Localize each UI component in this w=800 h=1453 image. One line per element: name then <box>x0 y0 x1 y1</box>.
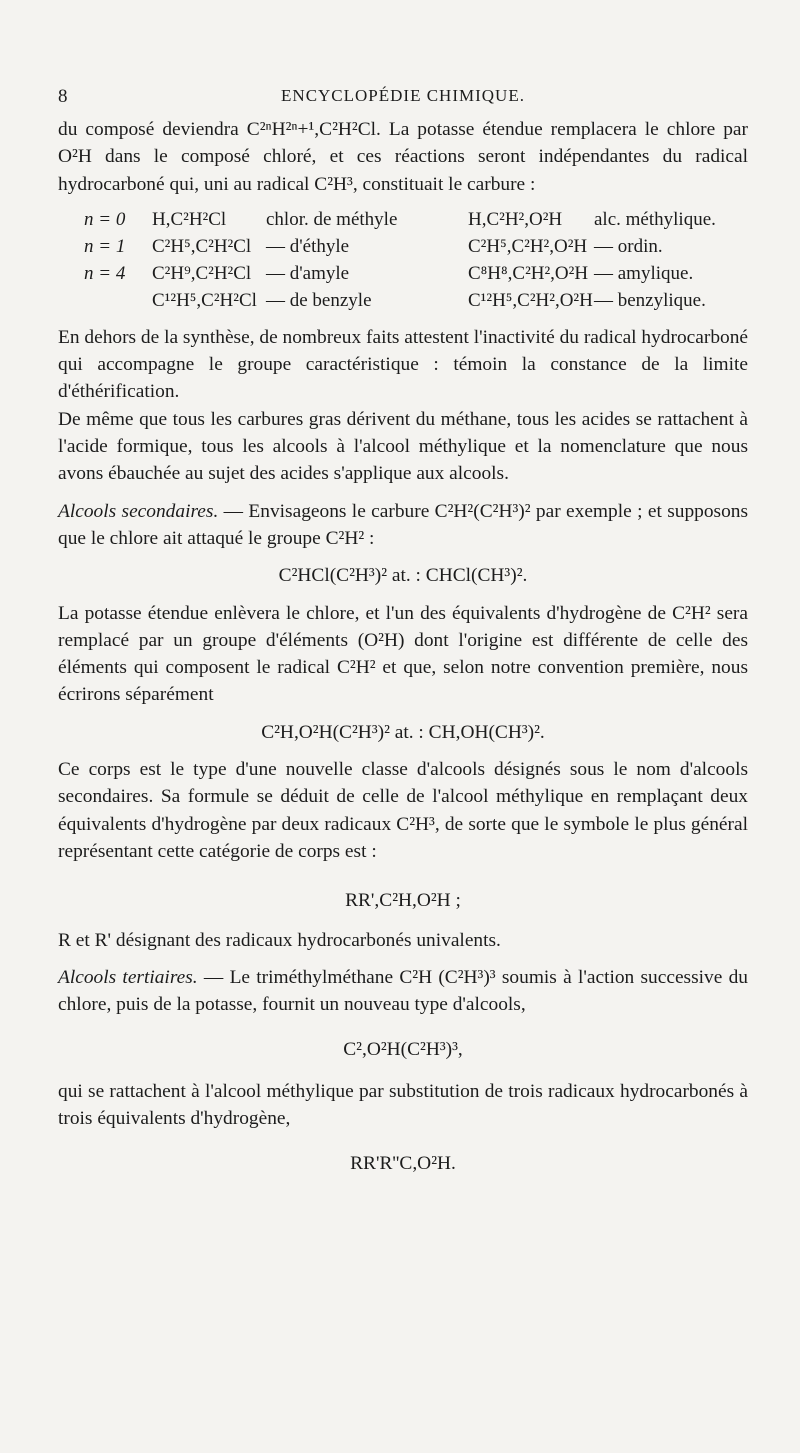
chloride-formula: C¹²H⁵,C²H²Cl <box>152 289 257 311</box>
chloride-name: chlor. de méthyle <box>266 208 398 230</box>
formula: RR'R''C,O²H. <box>350 1153 456 1175</box>
paragraph: R et R' désignant des radicaux hydrocarbonés univalents. <box>58 929 501 951</box>
formula: C²H,O²H(C²H³)² at. : CH,OH(CH³)². <box>261 721 545 743</box>
paragraph: La potasse étendue enlèvera le chlore, et l'un des équivalents d'hydrogène de C²H² sera remplacé par un groupe d'éléments (O²H) dont l'origine est différente de celle des éléments qui composent le radical C²H² et que, selon notre convention première, nous écrirons séparément <box>58 602 748 706</box>
formula: C²HCl(C²H³)² at. : CHCl(CH³)². <box>278 565 528 587</box>
formula: C²,O²H(C²H³)³, <box>343 1039 463 1061</box>
chloride-name: — d'éthyle <box>266 235 350 257</box>
chloride-formula: H,C²H²Cl <box>152 208 227 230</box>
section-title: Alcools secondaires. <box>58 500 219 522</box>
paragraph-text: — Le triméthylméthane C²H (C²H³)³ soumis à l'action successive du chlore, puis de la potasse, fournit un nouveau type d'alcools, <box>58 966 748 1016</box>
section-title: Alcools tertiaires. <box>58 966 198 988</box>
paragraph: En dehors de la synthèse, de nombreux faits attestent l'inactivité du radical hydrocarboné qui accompagne le groupe caractéristique : témoin la constance de la limite d'éthérification. <box>58 326 749 403</box>
alcohol-name: alc. méthylique. <box>594 208 716 230</box>
alcohol-formula: C¹²H⁵,C²H²,O²H <box>468 289 593 311</box>
page-body <box>58 116 748 1178</box>
alcohol-formula: H,C²H²,O²H <box>468 208 563 230</box>
alcohol-name: — ordin. <box>594 235 663 257</box>
formula: RR',C²H,O²H ; <box>345 890 461 912</box>
alcohol-name: — amylique. <box>594 262 694 284</box>
n-value: n = 4 <box>84 262 126 284</box>
spacer <box>58 488 748 498</box>
reaction-row <box>58 206 748 233</box>
paragraph-text: — Envisageons le carbure C²H²(C²H³)² par exemple ; et supposons que le chlore ait attaqué le groupe C²H² : <box>58 500 749 549</box>
chloride-formula: C²H⁵,C²H²Cl <box>152 235 252 257</box>
paragraph: Ce corps est le type d'une nouvelle classe d'alcools désignés sous le nom d'alcools secondaires. Sa formule se déduit de celle de l'alcool méthylique en remplaçant deux équivalents d'hydrogène par deux radicaux C²H³, de sorte que le symbole le plus général représentant cette catégorie de corps est : <box>58 759 748 862</box>
n-value: n = 0 <box>84 208 126 230</box>
chloride-formula: C²H⁹,C²H²Cl <box>152 262 252 284</box>
paragraph: du composé deviendra C²ⁿH²ⁿ+¹,C²H²Cl. La potasse étendue remplacera le chlore par O²H dans le composé chloré, et ces réactions seront indépendantes du radical hydrocarboné qui, uni au radical C²H³, constituait le carbure : <box>58 119 748 195</box>
page-header <box>58 86 748 110</box>
page-number: 8 <box>58 86 68 107</box>
reaction-row <box>58 233 748 260</box>
reaction-row <box>58 287 748 314</box>
paragraph: qui se rattachent à l'alcool méthylique par substitution de trois radicaux hydrocarbonés à trois équivalents d'hydrogène, <box>58 1080 748 1130</box>
spacer <box>58 954 748 964</box>
alcohol-name: — benzylique. <box>594 289 706 311</box>
paragraph <box>58 498 748 553</box>
running-title: ENCYCLOPÉDIE CHIMIQUE. <box>281 86 525 105</box>
n-value: n = 1 <box>84 235 126 257</box>
reaction-row <box>58 260 748 287</box>
paragraph: De même que tous les carbures gras dérivent du méthane, tous les acides se rattachent à l'acide formique, tous les alcools à l'alcool méthylique et la nomenclature que nous avons ébauchée au sujet des acides s'applique aux alcools. <box>58 408 748 485</box>
chloride-name: — d'amyle <box>266 262 350 284</box>
reaction-table <box>58 206 748 314</box>
chloride-name: — de benzyle <box>266 289 372 311</box>
alcohol-formula: C⁸H⁸,C²H²,O²H <box>468 262 589 284</box>
alcohol-formula: C²H⁵,C²H²,O²H <box>468 235 588 257</box>
paragraph <box>58 964 748 1019</box>
